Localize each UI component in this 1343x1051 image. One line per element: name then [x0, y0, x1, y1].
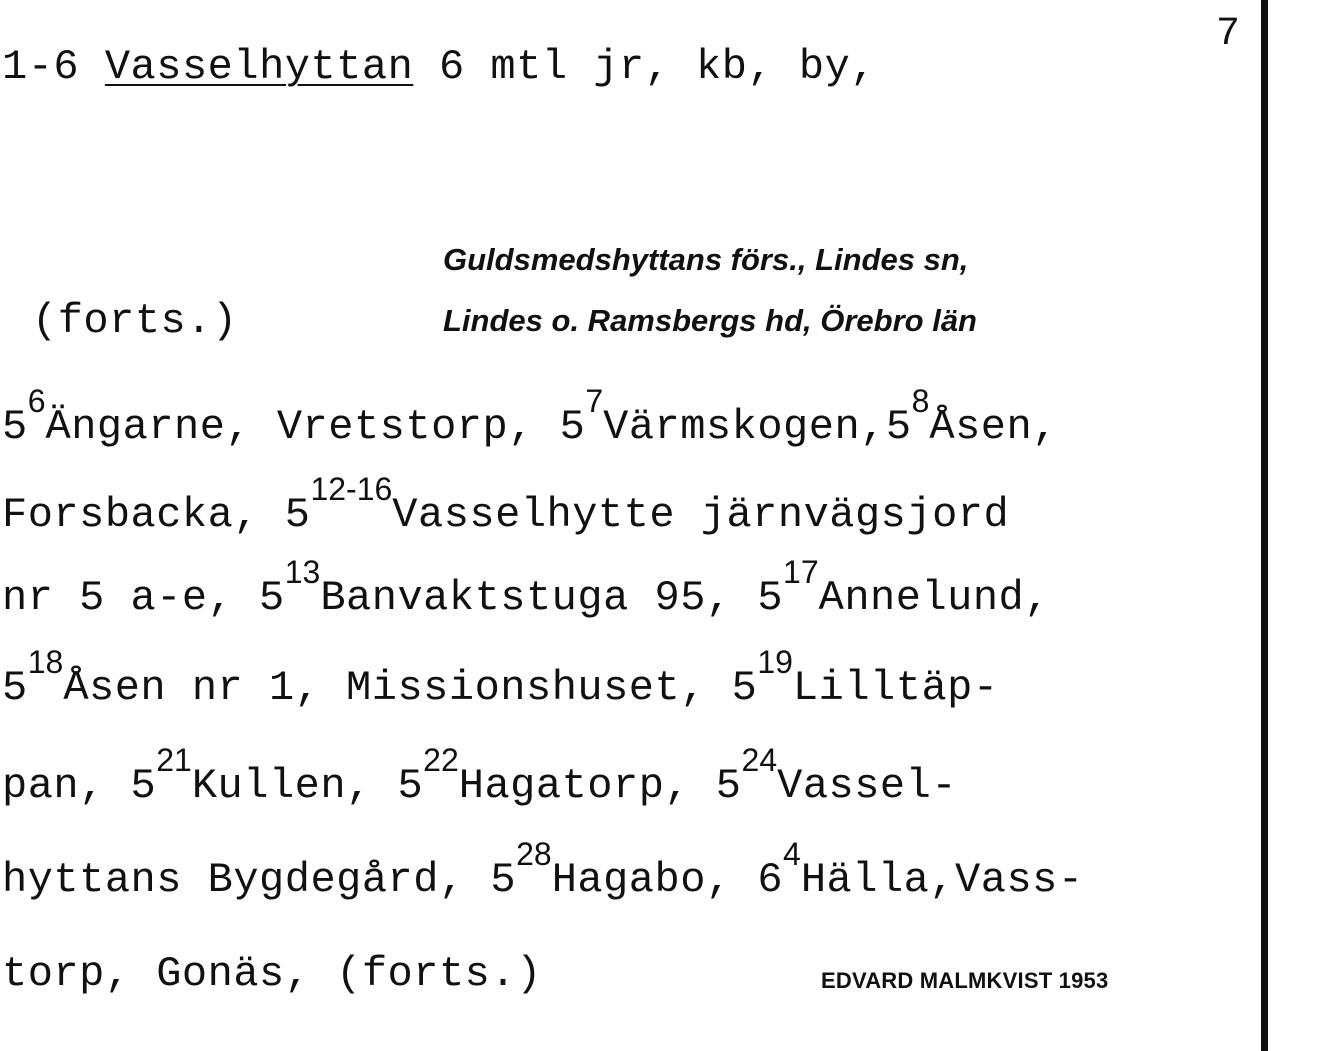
line-text: Hagatorp, 5 [458, 762, 742, 810]
superscript: 18 [27, 644, 64, 680]
page-number: 7 [1216, 12, 1241, 57]
superscript: 8 [911, 383, 930, 419]
line-text: 5 [2, 403, 28, 451]
superscript: 12-16 [310, 471, 393, 507]
superscript: 28 [516, 836, 552, 872]
line-text: Banvaktstuga 95, 5 [320, 574, 784, 622]
continued-label: (forts.) [32, 297, 238, 345]
superscript: 19 [757, 644, 793, 680]
line-text: torp, Gonäs, (forts.) [2, 950, 542, 998]
place-description: 6 mtl jr, kb, by, [439, 43, 876, 91]
line-text: Lilltäp- [792, 664, 999, 712]
entry-line [2, 554, 1050, 622]
superscript: 6 [27, 383, 46, 419]
entry-line [2, 836, 1084, 904]
author-credit: EDVARD MALMKVIST 1953 [821, 968, 1109, 993]
entry-number: 1-6 [2, 43, 80, 91]
parish-line-2: Lindes o. Ramsbergs hd, Örebro län [443, 303, 977, 338]
line-text: Åsen nr 1, Missionshuset, 5 [63, 664, 758, 712]
superscript: 13 [284, 554, 321, 590]
superscript: 4 [783, 836, 801, 872]
line-text: 5 [2, 664, 28, 712]
line-text: Annelund, [818, 574, 1050, 622]
superscript: 21 [156, 742, 192, 778]
line-text: Vassel- [777, 762, 958, 810]
place-name: Vasselhyttan [104, 43, 414, 91]
line-text: Vasselhytte järnvägsjord [392, 491, 1010, 539]
entry-line [2, 950, 542, 998]
superscript: 22 [423, 742, 459, 778]
line-text: nr 5 a-e, 5 [2, 574, 285, 622]
entry-line [2, 742, 958, 810]
superscript: 17 [783, 554, 819, 590]
card-right-edge [1261, 0, 1268, 1051]
entry-line [2, 644, 999, 712]
entry-line [2, 471, 1010, 539]
line-text: hyttans Bygdegård, 5 [2, 856, 517, 904]
parish-line-1: Guldsmedshyttans förs., Lindes sn, [443, 242, 969, 277]
entry-line [2, 383, 1058, 451]
line-text: Hagabo, 6 [551, 856, 784, 904]
line-text: Värmskogen,5 [603, 403, 912, 451]
superscript: 24 [741, 742, 778, 778]
entry-heading [2, 43, 876, 91]
line-text: Hälla,Vass- [800, 856, 1084, 904]
line-text: pan, 5 [2, 762, 157, 810]
line-text: Forsbacka, 5 [2, 491, 311, 539]
line-text: Åsen, [929, 403, 1058, 451]
line-text: Kullen, 5 [191, 762, 424, 810]
line-text: Ängarne, Vretstorp, 5 [45, 403, 586, 451]
superscript: 7 [585, 383, 604, 419]
